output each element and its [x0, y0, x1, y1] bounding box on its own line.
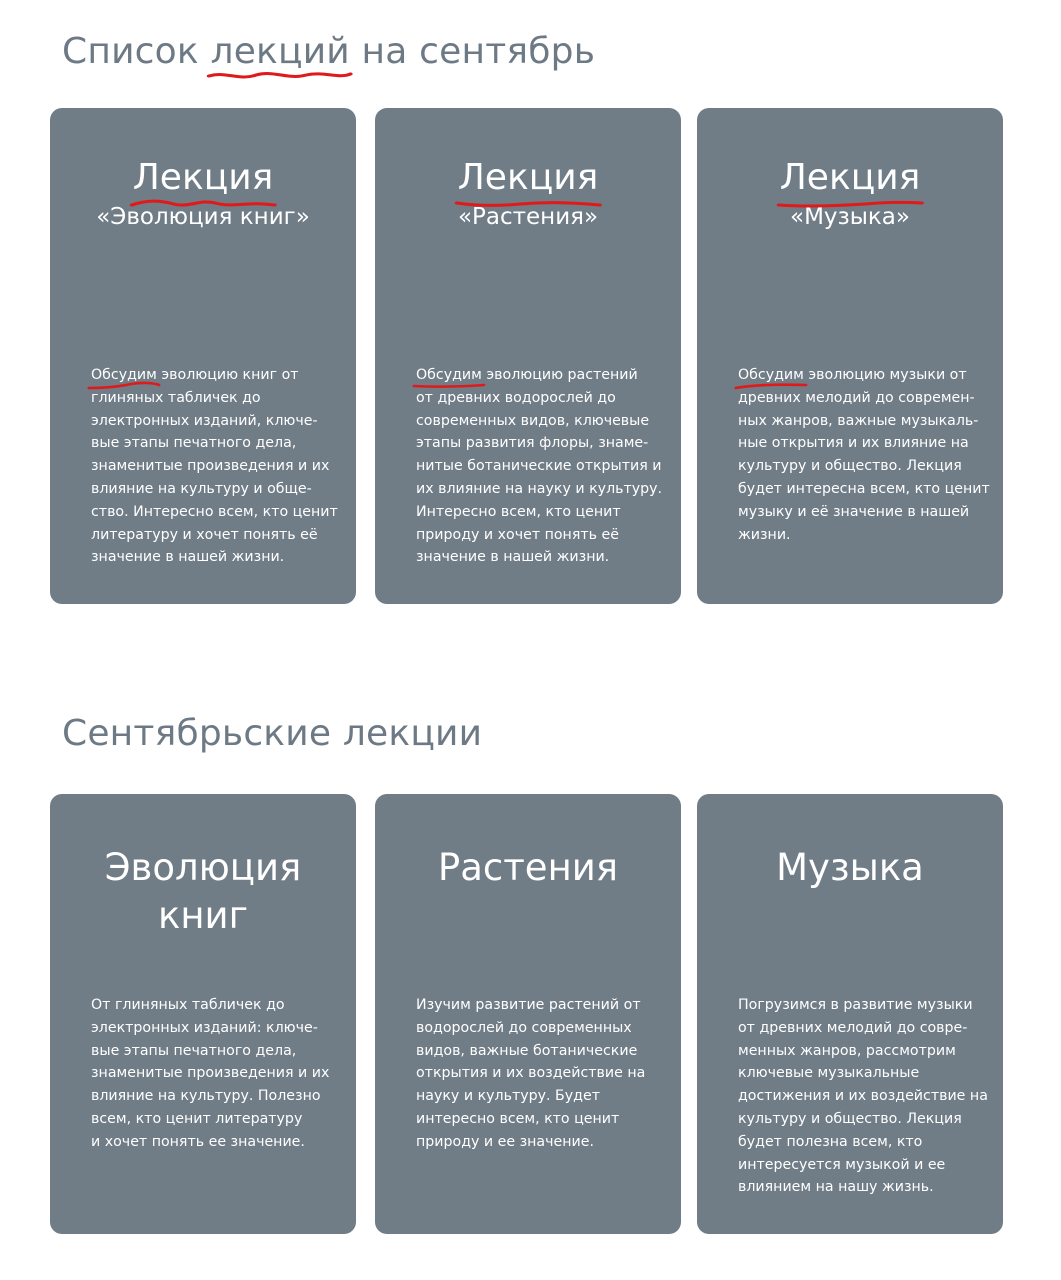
- description-line: древних мелодий до современ-: [738, 389, 975, 406]
- description-line: достижения и их воздействие на: [738, 1088, 988, 1105]
- description-line: природу и ее значение.: [416, 1133, 594, 1150]
- description-line: водорослей до современных: [416, 1019, 632, 1036]
- description-line: нитые ботанические открытия и: [416, 458, 662, 475]
- card-title: [375, 844, 681, 892]
- card-kicker: Лекция: [132, 157, 274, 198]
- description-line: менных жанров, рассмотрим: [738, 1042, 956, 1059]
- lecture-card-music-alt: [697, 794, 1003, 1234]
- first-word: Обсудим: [738, 367, 804, 383]
- card-header: [375, 156, 681, 232]
- card-subtitle: «Растения»: [457, 204, 599, 230]
- description-line: будет интересна всем, кто ценит: [738, 480, 990, 497]
- description-line: ство. Интересно всем, кто ценит: [91, 503, 338, 520]
- description-line: влияние на культуру и обще-: [91, 480, 312, 497]
- card-kicker-wrap: [375, 156, 681, 200]
- underlined-word: [210, 31, 349, 72]
- first-line-rest: эволюцию музыки от: [803, 367, 967, 383]
- description-line: влияние на культуру. Полезно: [91, 1088, 321, 1105]
- description-line: их влияние на науку и культуру.: [416, 480, 663, 497]
- section-title-september-list: [62, 31, 595, 72]
- description-line: Изучим развитие растений от: [416, 997, 641, 1013]
- first-word: Обсудим: [91, 367, 157, 383]
- card-description: [416, 364, 663, 569]
- description-line: от древних водорослей до: [416, 389, 616, 406]
- card-subtitle: «Эволюция книг»: [96, 204, 310, 230]
- card-subtitle: «Музыка»: [790, 204, 910, 230]
- description-line: от древних мелодий до совре-: [738, 1019, 968, 1036]
- description-first-line: [416, 364, 651, 387]
- description-line: влиянием на нашу жизнь.: [738, 1179, 934, 1196]
- card-title-line: Музыка: [776, 846, 924, 889]
- description-line: этапы развития флоры, знаме-: [416, 435, 649, 452]
- description-line: литературу и хочет понять её: [91, 526, 318, 543]
- description-line: культуру и общество. Лекция: [738, 1110, 962, 1127]
- card-description: [738, 364, 990, 546]
- description-line: значение в нашей жизни.: [91, 549, 285, 566]
- underlined-word: [91, 364, 157, 387]
- description-line: ключевые музыкальные: [738, 1065, 920, 1082]
- card-description: [91, 994, 330, 1154]
- description-line: значение в нашей жизни.: [416, 549, 610, 566]
- underlined-word: [780, 156, 921, 200]
- description-line: музыку и её значение в нашей: [738, 503, 970, 520]
- description-line: знаменитые произведения и их: [91, 1065, 330, 1082]
- underlined-word: [458, 156, 599, 200]
- description-line: интересно всем, кто ценит: [416, 1110, 620, 1127]
- underlined-word: [738, 364, 804, 387]
- card-kicker-wrap: [697, 156, 1003, 200]
- section-title-september-lectures: Сентябрьские лекции: [62, 713, 483, 754]
- card-kicker-wrap: [50, 156, 356, 200]
- card-title-line: Растения: [437, 846, 619, 889]
- card-title-line: Эволюция: [104, 846, 302, 889]
- card-title: [697, 844, 1003, 892]
- section-title-part-2: лекций: [210, 31, 350, 72]
- card-kicker: Лекция: [779, 157, 921, 198]
- description-line: электронных изданий, ключе-: [91, 412, 318, 429]
- card-kicker: Лекция: [457, 157, 599, 198]
- first-line-rest: эволюцию растений: [481, 367, 638, 383]
- description-line: вые этапы печатного дела,: [91, 435, 297, 452]
- description-line: всем, кто ценит литературу: [91, 1110, 303, 1127]
- description-line: культуру и общество. Лекция: [738, 458, 962, 475]
- description-line: современных видов, ключевые: [416, 412, 650, 429]
- description-line: открытия и их воздействие на: [416, 1065, 646, 1082]
- card-description: [416, 994, 651, 1154]
- underlined-word: [133, 156, 274, 200]
- description-line: От глиняных табличек до: [91, 997, 285, 1013]
- card-description: [738, 994, 988, 1199]
- underlined-word: [416, 364, 482, 387]
- lecture-card-books: [50, 108, 356, 604]
- description-line: электронных изданий: ключе-: [91, 1019, 318, 1036]
- card-title: [50, 844, 356, 940]
- description-line: природу и хочет понять её: [416, 526, 619, 543]
- lecture-card-plants-alt: [375, 794, 681, 1234]
- first-word: Обсудим: [416, 367, 482, 383]
- card-description: [91, 364, 338, 569]
- description-line: Погрузимся в развитие музыки: [738, 997, 973, 1013]
- section-title-part-3: на сентябрь: [349, 31, 596, 72]
- description-first-line: [738, 364, 973, 387]
- description-line: Интересно всем, кто ценит: [416, 503, 621, 520]
- description-line: вые этапы печатного дела,: [91, 1042, 297, 1059]
- card-header: [697, 156, 1003, 232]
- description-line: интересуется музыкой и ее: [738, 1156, 946, 1173]
- description-line: ные открытия и их влияние на: [738, 435, 969, 452]
- description-line: и хочет понять ее значение.: [91, 1133, 305, 1150]
- card-title-line: книг: [157, 894, 249, 937]
- description-line: будет полезна всем, кто: [738, 1133, 923, 1150]
- lecture-card-music: [697, 108, 1003, 604]
- description-line: ных жанров, важные музыкаль-: [738, 412, 979, 429]
- description-line: видов, важные ботанические: [416, 1042, 638, 1059]
- description-line: жизни.: [738, 526, 791, 543]
- first-line-rest: эволюцию книг от: [156, 367, 299, 383]
- card-header: [50, 156, 356, 232]
- description-first-line: [91, 364, 326, 387]
- description-line: глиняных табличек до: [91, 389, 261, 406]
- lecture-card-plants: [375, 108, 681, 604]
- section-title-part-1: Список: [62, 31, 211, 72]
- lecture-card-books-alt: [50, 794, 356, 1234]
- description-line: знаменитые произведения и их: [91, 458, 330, 475]
- description-line: науку и культуру. Будет: [416, 1088, 600, 1105]
